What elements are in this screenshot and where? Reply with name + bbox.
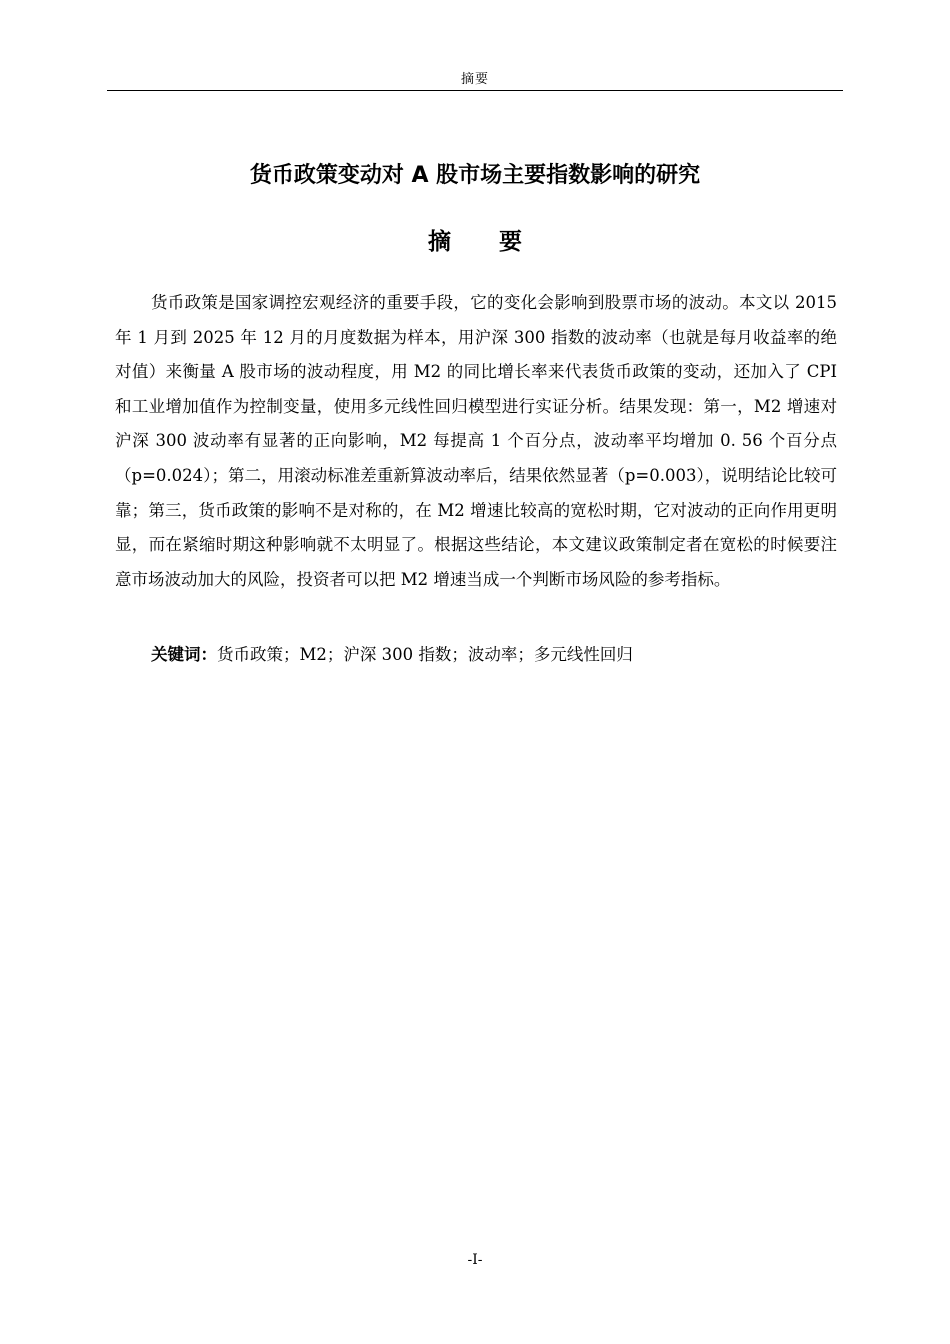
running-header-title: 摘要 xyxy=(460,72,489,87)
keywords-label: 关键词： xyxy=(151,645,217,664)
document-title: 货币政策变动对 A 股市场主要指数影响的研究 xyxy=(249,163,701,188)
page-number: -I- xyxy=(467,1252,483,1268)
abstract-paragraph: 货币政策是国家调控宏观经济的重要手段，它的变化会影响到股票市场的波动。本文以 2015 年 1 月到 2025 年 12 月的月度数据为样本，用沪深 300 指数的波动率（也就是每月收益率的绝对值）来衡量 A 股市场的波动程度，用 M2 的同比增长率来代表货币政策的变动，还加入了 CPI 和工业增加值作为控制变量，使用多元线性回归模型进行实证分析。结果发现：第一，M2 增速对沪深 300 波动率有显著的正向影响，M2 每提高 1 个百分点，波动率平均增加 0. 56 个百分点（p=0.024）；第二，用滚动标准差重新算波动率后，结果依然显著（p=0.003），说明结论比较可靠；第三，货币政策的影响不是对称的，在 M2 增速比较高的宽松时期，它对波动的正向作用更明显，而在紧缩时期这种影响就不太明显了。根据这些结论，本文建议政策制定者在宽松的时候要注意市场波动加大的风险，投资者可以把 M2 增速当成一个判断市场风险的参考指标。 xyxy=(115,293,837,589)
keywords-line xyxy=(151,638,837,672)
running-header xyxy=(107,68,843,91)
keywords-list: 货币政策；M2；沪深 300 指数；波动率；多元线性回归 xyxy=(217,645,633,664)
abstract-heading: 摘要 xyxy=(428,229,570,255)
